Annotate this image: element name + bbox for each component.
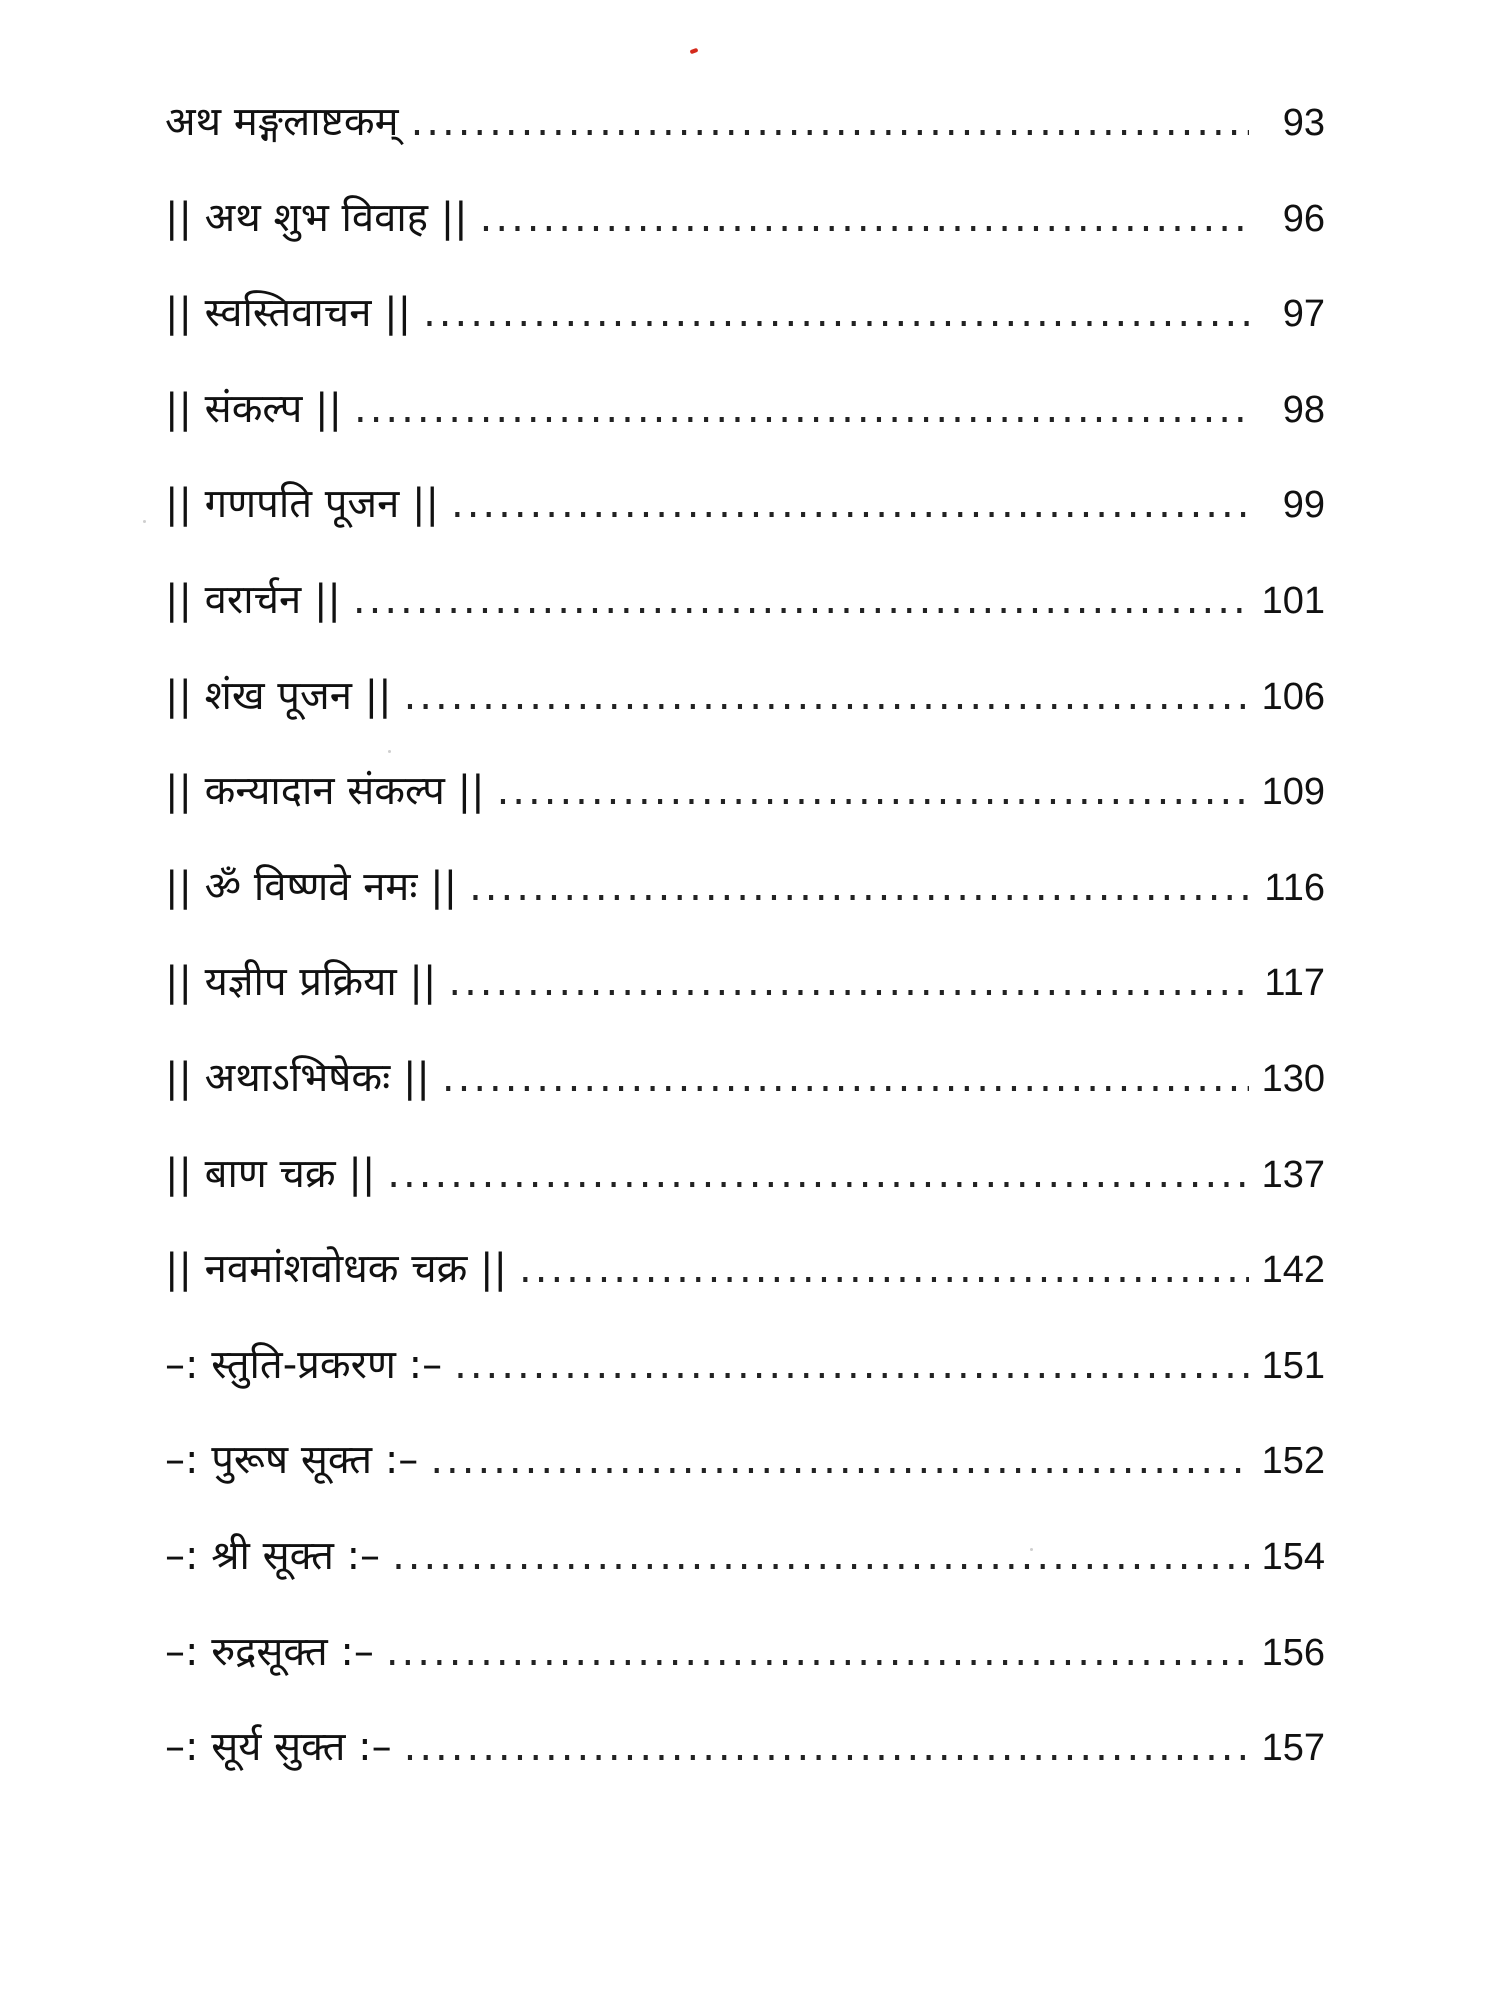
toc-entry-title: || नवमांशवोधक चक्र ||: [165, 1246, 508, 1293]
dot-leader: [411, 92, 1249, 152]
toc-entry-title: || अथाऽभिषेकः ||: [165, 1054, 430, 1101]
dot-leader: [469, 857, 1249, 917]
toc-entry-page: 154: [1261, 1535, 1325, 1578]
dot-leader: [519, 1239, 1249, 1299]
toc-entry[interactable]: [165, 1048, 1325, 1144]
toc-entry[interactable]: [165, 1526, 1325, 1622]
toc-entry-title: || शंख पूजन ||: [165, 672, 392, 719]
dot-leader: [480, 188, 1249, 248]
dot-leader: [454, 1335, 1249, 1395]
dot-leader: [451, 474, 1249, 534]
toc-entry[interactable]: [165, 1622, 1325, 1718]
paper-speck: [143, 520, 146, 523]
toc-entry-page: 157: [1261, 1727, 1325, 1770]
toc-entry[interactable]: [165, 666, 1325, 762]
toc-entry-page: 99: [1282, 484, 1325, 527]
toc-entry-page: 142: [1261, 1249, 1325, 1292]
toc-entry-page: 137: [1261, 1153, 1325, 1196]
toc-entry-page: 156: [1261, 1631, 1325, 1674]
toc-entry-page: 116: [1264, 866, 1325, 909]
toc-entry[interactable]: [165, 1144, 1325, 1240]
ink-mark: [690, 48, 699, 54]
toc-entry-title: || बाण चक्र ||: [165, 1150, 376, 1197]
toc-entry-page: 97: [1282, 293, 1325, 336]
toc-entry[interactable]: [165, 379, 1325, 475]
toc-entry[interactable]: [165, 857, 1325, 953]
toc-entry-title: || संकल्प ||: [165, 385, 342, 432]
toc-entry-title: || गणपति पूजन ||: [165, 481, 439, 528]
toc-entry[interactable]: [165, 188, 1325, 284]
dot-leader: [386, 1622, 1249, 1682]
dot-leader: [497, 761, 1249, 821]
toc-entry-title: || ॐ विष्णवे नमः ||: [165, 863, 458, 910]
dot-leader: [392, 1526, 1249, 1586]
toc-entry[interactable]: [165, 570, 1325, 666]
toc-entry-title: || स्वस्तिवाचन ||: [165, 290, 412, 337]
toc-entry-title: अथ मङ्गलाष्टकम्: [165, 99, 399, 145]
dot-leader: [404, 666, 1249, 726]
toc-entry-page: 130: [1261, 1057, 1325, 1100]
toc-entry-title: || यज्ञीप प्रक्रिया ||: [165, 959, 437, 1006]
toc-entry-page: 93: [1282, 102, 1325, 144]
toc-entry-page: 109: [1261, 771, 1325, 814]
toc-entry-title: || वरार्चन ||: [165, 576, 341, 623]
toc-entry-page: 96: [1282, 197, 1325, 240]
toc-entry-page: 151: [1261, 1344, 1325, 1387]
toc-entry-title: || कन्यादान संकल्प ||: [165, 768, 485, 815]
dot-leader: [448, 952, 1249, 1012]
toc-entry-page: 117: [1264, 962, 1325, 1005]
toc-entry[interactable]: [165, 1335, 1325, 1431]
toc-entry-page: 98: [1282, 388, 1325, 431]
toc-entry-title: –: पुरूष सूक्त :–: [165, 1437, 419, 1484]
toc-entry[interactable]: [165, 952, 1325, 1048]
dot-leader: [353, 570, 1249, 630]
toc-entry-title: –: श्री सूक्त :–: [165, 1532, 381, 1579]
toc-entry[interactable]: [165, 92, 1325, 188]
toc-entry-title: –: रुद्रसूक्त :–: [165, 1628, 374, 1675]
toc-entry-title: –: सूर्य सुक्त :–: [165, 1724, 392, 1771]
dot-leader: [423, 283, 1249, 343]
dot-leader: [354, 379, 1249, 439]
toc-entry-page: 101: [1261, 579, 1325, 622]
toc-entry-page: 152: [1261, 1440, 1325, 1483]
toc-entry-title: || अथ शुभ विवाह ||: [165, 194, 468, 241]
dot-leader: [442, 1048, 1249, 1108]
toc-entry[interactable]: [165, 1717, 1325, 1813]
toc-entry[interactable]: [165, 761, 1325, 857]
dot-leader: [387, 1144, 1249, 1204]
table-of-contents: [165, 92, 1325, 1813]
dot-leader: [430, 1430, 1249, 1490]
toc-entry[interactable]: [165, 1430, 1325, 1526]
toc-entry-title: –: स्तुति-प्रकरण :–: [165, 1341, 443, 1388]
toc-entry[interactable]: [165, 1239, 1325, 1335]
toc-entry[interactable]: [165, 283, 1325, 379]
toc-entry-page: 106: [1261, 675, 1325, 718]
dot-leader: [404, 1717, 1249, 1777]
toc-entry[interactable]: [165, 474, 1325, 570]
